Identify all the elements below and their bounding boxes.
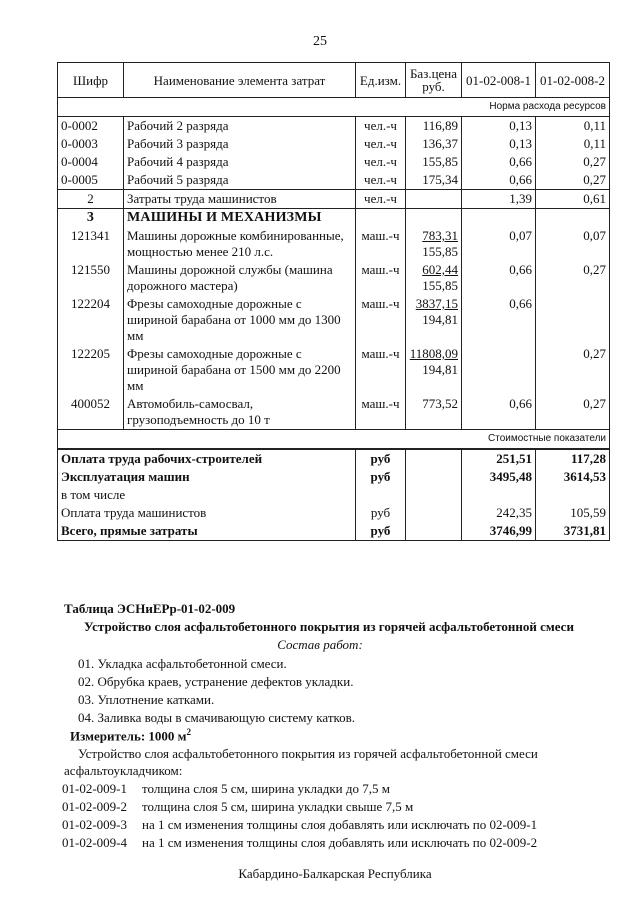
- row-value-2: 0,27: [536, 171, 610, 190]
- section-resources-row: [58, 98, 610, 117]
- row-value-1: 0,66: [462, 295, 536, 345]
- row-value-1: 0,13: [462, 117, 536, 136]
- row-unit: маш.-ч: [356, 295, 406, 345]
- row-price: [406, 227, 462, 261]
- row-price: [406, 190, 462, 209]
- item-code: 01-02-009-1: [62, 781, 127, 796]
- cost-label: Эксплуатация машин: [58, 468, 356, 486]
- row-name-line: мощностью менее 210 л.с.: [127, 244, 274, 259]
- cost-row: [58, 449, 610, 468]
- row-unit: чел.-ч: [356, 117, 406, 136]
- cost-value-1: 3746,99: [462, 522, 536, 541]
- item-text: толщина слоя 5 см, ширина укладки до 7,5 м: [142, 781, 390, 796]
- price-bottom: 194,81: [422, 362, 458, 377]
- row-value-1: 0,66: [462, 153, 536, 171]
- table-row: [58, 153, 610, 171]
- row-unit: маш.-ч: [356, 345, 406, 395]
- cost-label: Оплата труда машинистов: [58, 504, 356, 522]
- row-unit: чел.-ч: [356, 153, 406, 171]
- description-line: Устройство слоя асфальтобетонного покрытия из горячей асфальтобетонной смеси: [78, 746, 538, 761]
- cost-value-2: 117,28: [536, 449, 610, 468]
- cost-value-2: 3614,53: [536, 468, 610, 486]
- price-bottom: 155,85: [422, 244, 458, 259]
- work-item: 03. Уплотнение катками.: [78, 692, 215, 707]
- price-top: 3837,15: [415, 296, 458, 311]
- section-subtitle: Устройство слоя асфальтобетонного покрытия из горячей асфальтобетонной смеси: [84, 619, 574, 634]
- row-price: [406, 261, 462, 295]
- table-row: [58, 117, 610, 136]
- table-header-row: [58, 63, 610, 98]
- row-value-2: 0,11: [536, 117, 610, 136]
- header-name: Наименование элемента затрат: [124, 63, 356, 98]
- row-value-1: 0,66: [462, 395, 536, 430]
- row-value-1: 0,66: [462, 261, 536, 295]
- row-value-2: 0,27: [536, 261, 610, 295]
- section-resources-label: Норма расхода ресурсов: [58, 98, 610, 117]
- row-value-1: [462, 345, 536, 395]
- cost-unit: руб: [356, 504, 406, 522]
- meter-superscript: 2: [186, 727, 192, 737]
- row-value-1: 0,13: [462, 135, 536, 153]
- row-value-2: 0,07: [536, 227, 610, 261]
- work-item: 02. Обрубка краев, устранение дефектов укладки.: [78, 674, 354, 689]
- header-code: Шифр: [58, 63, 124, 98]
- row-code: 0-0002: [58, 117, 124, 136]
- cost-label: в том числе: [58, 486, 356, 504]
- table-row: [58, 345, 610, 395]
- row-name-line: Машины дорожные комбинированные,: [127, 228, 344, 243]
- price-top: 783,31: [422, 228, 458, 243]
- works-heading: Состав работ:: [277, 637, 363, 652]
- page-number: 25: [313, 34, 327, 49]
- item-text: на 1 см изменения толщины слоя добавлять или исключать по 02-009-2: [142, 835, 538, 850]
- cost-value-1: 251,51: [462, 449, 536, 468]
- row-value-2: 0,11: [536, 135, 610, 153]
- row-name: [124, 395, 356, 430]
- header-unit: Ед.изм.: [356, 63, 406, 98]
- item-text: на 1 см изменения толщины слоя добавлять или исключать по 02-009-1: [142, 817, 538, 832]
- row-price: [406, 295, 462, 345]
- row-unit: чел.-ч: [356, 171, 406, 190]
- item-code: 01-02-009-2: [62, 799, 127, 814]
- header-col1: 01-02-008-1: [462, 63, 536, 98]
- row-name: [124, 295, 356, 345]
- cost-unit: руб: [356, 468, 406, 486]
- row-name-line: Фрезы самоходные дорожные с: [127, 296, 302, 311]
- row-name-line: Фрезы самоходные дорожные с: [127, 346, 302, 361]
- work-item: 04. Заливка воды в смачивающую систему катков.: [78, 710, 356, 725]
- cost-table: [57, 62, 610, 541]
- row-name: Рабочий 4 разряда: [124, 153, 356, 171]
- row-name-line: Машины дорожной службы (машина: [127, 262, 333, 277]
- meter-label: [70, 727, 191, 744]
- row-name: МАШИНЫ И МЕХАНИЗМЫ: [124, 209, 356, 228]
- row-name-line: шириной барабана от 1500 мм до 2200: [127, 362, 341, 377]
- row-price: 155,85: [406, 153, 462, 171]
- row-code: 0-0005: [58, 171, 124, 190]
- cost-row: [58, 522, 610, 541]
- cost-value-1: 242,35: [462, 504, 536, 522]
- row-price: 136,37: [406, 135, 462, 153]
- row-name: [124, 345, 356, 395]
- cost-row: [58, 486, 610, 504]
- row-unit: чел.-ч: [356, 190, 406, 209]
- row-unit: маш.-ч: [356, 227, 406, 261]
- row-code: 0-0004: [58, 153, 124, 171]
- table-row: [58, 395, 610, 430]
- row-unit: чел.-ч: [356, 135, 406, 153]
- table-title: Таблица ЭСНиЕРр-01-02-009: [64, 601, 236, 616]
- row-code: 122204: [58, 295, 124, 345]
- row-value-2: [536, 295, 610, 345]
- row-code: 3: [58, 209, 124, 228]
- row-unit: маш.-ч: [356, 261, 406, 295]
- row-code: 122205: [58, 345, 124, 395]
- machinists-labor-row: [58, 190, 610, 209]
- cost-label: Оплата труда рабочих-строителей: [58, 449, 356, 468]
- table-row: [58, 261, 610, 295]
- row-name-line: дорожного мастера): [127, 278, 238, 293]
- row-value-2: 0,61: [536, 190, 610, 209]
- footer-region: Кабардино-Балкарская Республика: [238, 866, 432, 881]
- row-code: 121550: [58, 261, 124, 295]
- row-price: 773,52: [406, 395, 462, 430]
- price-bottom: 194,81: [422, 312, 458, 327]
- row-name-line: шириной барабана от 1000 мм до 1300: [127, 312, 341, 327]
- description-line: асфальтоукладчиком:: [64, 763, 183, 778]
- row-value-1: 0,07: [462, 227, 536, 261]
- row-unit: маш.-ч: [356, 395, 406, 430]
- meter-text: Измеритель: 1000 м: [70, 728, 187, 744]
- cost-value-2: 105,59: [536, 504, 610, 522]
- section-costs-row: [58, 430, 610, 450]
- machines-header-row: [58, 209, 610, 228]
- row-name: Затраты труда машинистов: [124, 190, 356, 209]
- row-name: [124, 261, 356, 295]
- row-price: [406, 345, 462, 395]
- row-name: Рабочий 3 разряда: [124, 135, 356, 153]
- cost-row: [58, 504, 610, 522]
- price-top: 602,44: [422, 262, 458, 277]
- row-name-line: Автомобиль-самосвал,: [127, 396, 254, 411]
- work-item: 01. Укладка асфальтобетонной смеси.: [78, 656, 287, 671]
- cost-unit: руб: [356, 522, 406, 541]
- row-price: 175,34: [406, 171, 462, 190]
- table-row: [58, 295, 610, 345]
- cost-row: [58, 468, 610, 486]
- row-value-2: 0,27: [536, 153, 610, 171]
- row-code: 400052: [58, 395, 124, 430]
- item-text: толщина слоя 5 см, ширина укладки свыше 7,5 м: [142, 799, 414, 814]
- cost-value-1: 3495,48: [462, 468, 536, 486]
- item-code: 01-02-009-3: [62, 817, 127, 832]
- cost-label: Всего, прямые затраты: [58, 522, 356, 541]
- row-price: 116,89: [406, 117, 462, 136]
- row-name-line: мм: [127, 378, 144, 393]
- row-name-line: мм: [127, 328, 144, 343]
- header-base-price: Баз.цена руб.: [406, 63, 462, 98]
- row-code: 2: [58, 190, 124, 209]
- item-code: 01-02-009-4: [62, 835, 127, 850]
- row-name: Рабочий 5 разряда: [124, 171, 356, 190]
- table-row: [58, 227, 610, 261]
- row-name-line: грузоподъемность до 10 т: [127, 412, 270, 427]
- row-value-2: 0,27: [536, 345, 610, 395]
- row-code: 0-0003: [58, 135, 124, 153]
- row-name: Рабочий 2 разряда: [124, 117, 356, 136]
- row-value-1: 0,66: [462, 171, 536, 190]
- cost-value-2: 3731,81: [536, 522, 610, 541]
- table-row: [58, 135, 610, 153]
- row-value-1: 1,39: [462, 190, 536, 209]
- cost-unit: руб: [356, 449, 406, 468]
- price-top: 11808,09: [409, 346, 458, 361]
- table-row: [58, 171, 610, 190]
- row-name: [124, 227, 356, 261]
- price-bottom: 155,85: [422, 278, 458, 293]
- row-code: 121341: [58, 227, 124, 261]
- section-costs-label: Стоимостные показатели: [58, 430, 610, 450]
- header-col2: 01-02-008-2: [536, 63, 610, 98]
- row-value-2: 0,27: [536, 395, 610, 430]
